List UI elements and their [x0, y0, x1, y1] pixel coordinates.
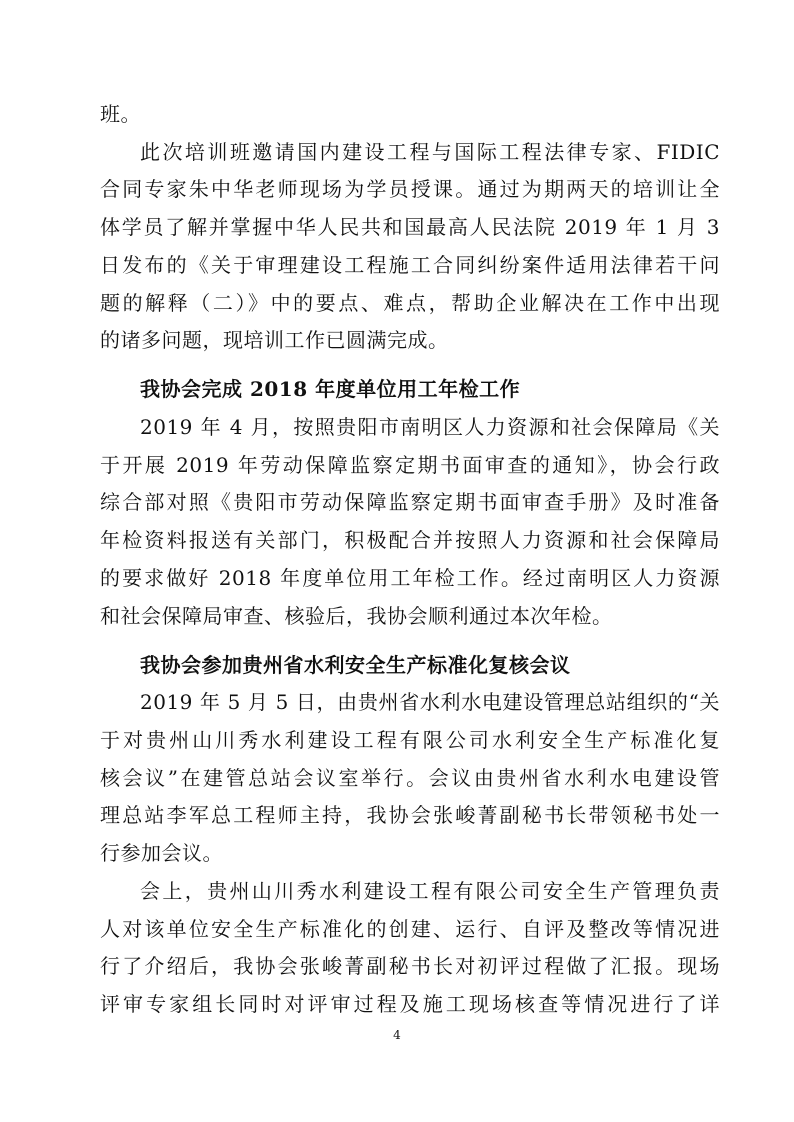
- paragraph-line: 此次培训班邀请国内建设工程与国际工程法律专家、FIDIC: [140, 140, 720, 164]
- section-heading: 我协会参加贵州省水利安全生产标准化复核会议: [140, 653, 571, 677]
- paragraph-line: 人对该单位安全生产标准化的创建、运行、自评及整改等情况进: [100, 917, 720, 941]
- paragraph-line: 2019 年 4 月，按照贵阳市南明区人力资源和社会保障局《关: [140, 415, 720, 439]
- paragraph-line: 理总站李军总工程师主持，我协会张峻菁副秘书长带领秘书处一: [100, 803, 720, 827]
- paragraph-line: 体学员了解并掌握中华人民共和国最高人民法院 2019 年 1 月 3: [100, 215, 720, 239]
- paragraph-line: 合同专家朱中华老师现场为学员授课。通过为期两天的培训让全: [100, 177, 720, 201]
- paragraph-line: 年检资料报送有关部门，积极配合并按照人力资源和社会保障局: [100, 528, 720, 552]
- paragraph-line: 2019 年 5 月 5 日，由贵州省水利水电建设管理总站组织的“关: [140, 690, 720, 714]
- paragraph-line: 综合部对照《贵阳市劳动保障监察定期书面审查手册》及时准备: [100, 490, 720, 514]
- paragraph-line: 的诸多问题，现培训工作已圆满完成。: [100, 328, 449, 352]
- paragraph-line: 核会议”在建管总站会议室举行。会议由贵州省水利水电建设管: [100, 766, 720, 790]
- paragraph-line: 于对贵州山川秀水利建设工程有限公司水利安全生产标准化复: [100, 728, 720, 752]
- paragraph-line: 和社会保障局审查、核验后，我协会顺利通过本次年检。: [100, 604, 613, 628]
- paragraph-line: 班。: [100, 102, 141, 126]
- paragraph-line: 于开展 2019 年劳动保障监察定期书面审查的通知》，协会行政: [100, 453, 720, 477]
- paragraph-line: 行了介绍后，我协会张峻菁副秘书长对初评过程做了汇报。现场: [100, 954, 720, 978]
- paragraph-line: 题的解释（二）》中的要点、难点，帮助企业解决在工作中出现: [100, 291, 720, 315]
- paragraph-line: 的要求做好 2018 年度单位用工年检工作。经过南明区人力资源: [100, 566, 720, 590]
- paragraph-line: 行参加会议。: [100, 841, 223, 865]
- paragraph-line: 评审专家组长同时对评审过程及施工现场核查等情况进行了详: [100, 992, 720, 1016]
- page-number: 4: [393, 1028, 401, 1042]
- paragraph-line: 日发布的《关于审理建设工程施工合同纠纷案件适用法律若干问: [100, 253, 720, 277]
- section-heading: 我协会完成 2018 年度单位用工年检工作: [140, 377, 521, 401]
- paragraph-line: 会上，贵州山川秀水利建设工程有限公司安全生产管理负责: [140, 879, 720, 903]
